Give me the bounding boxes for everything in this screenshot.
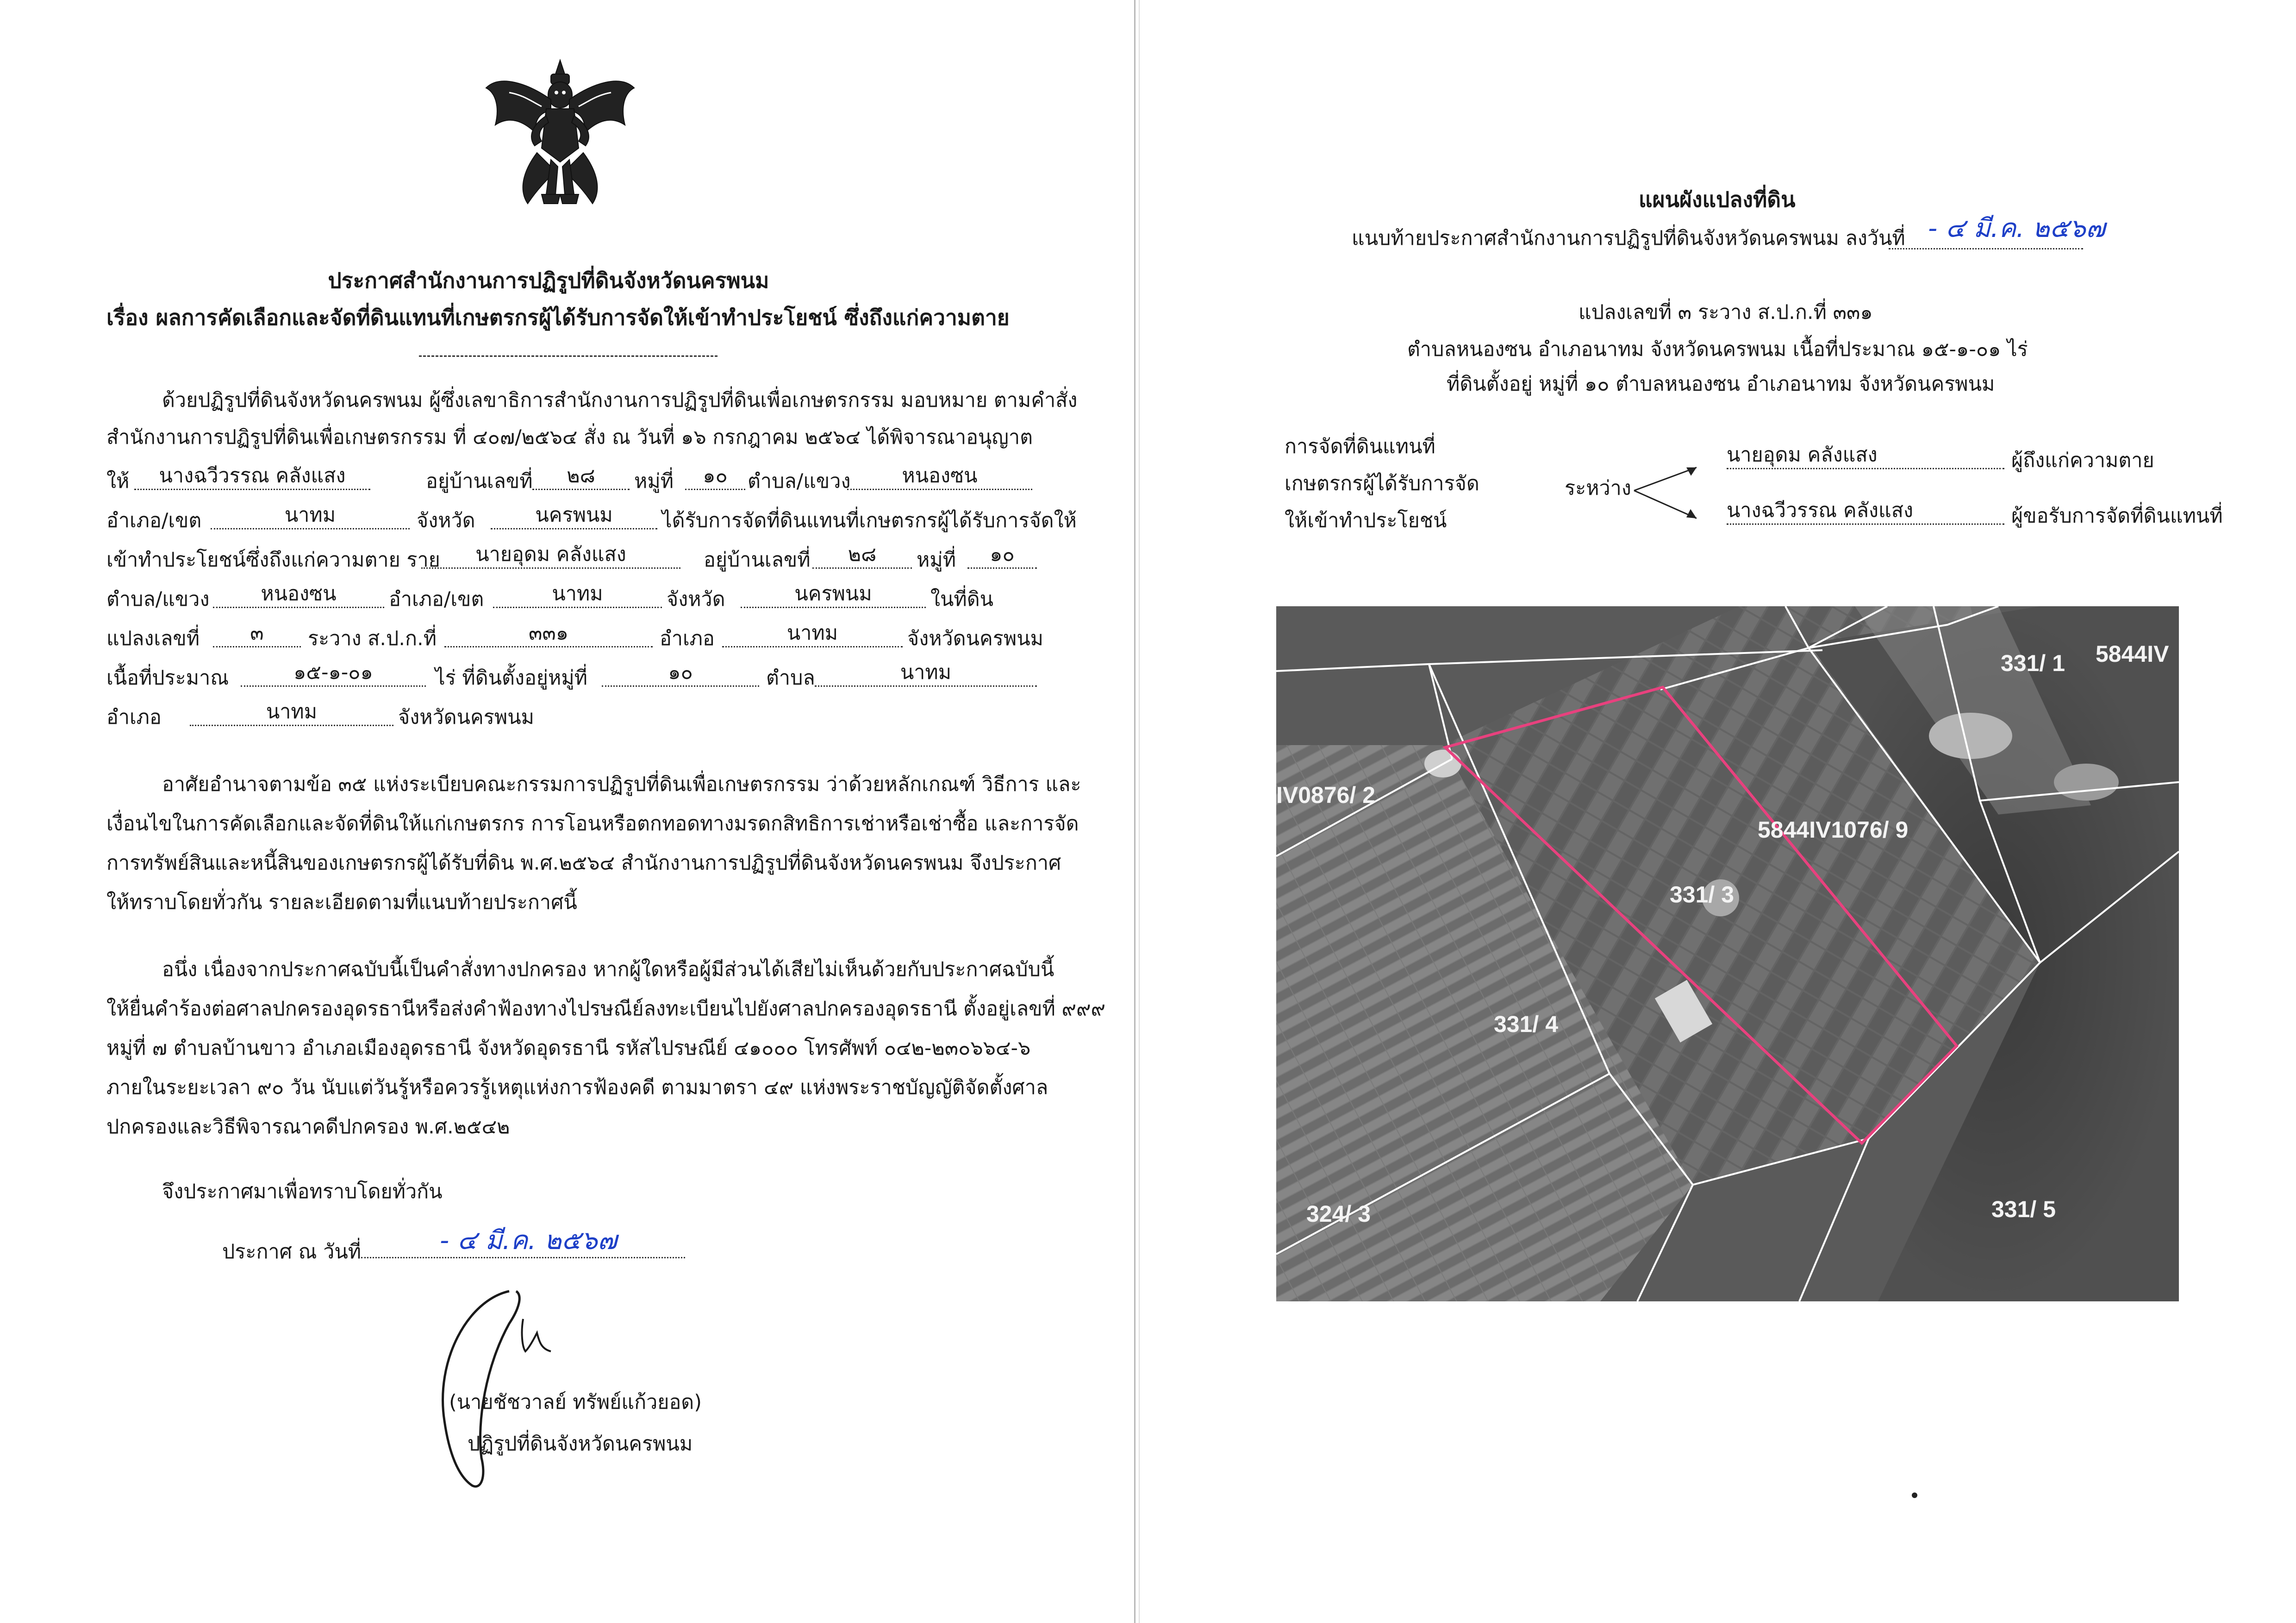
para2-line4: ให้ทราบโดยทั่วกัน รายละเอียดตามที่แนบท้ายประกาศนี้ — [106, 891, 577, 914]
role-deceased: ผู้ถึงแก่ความตาย — [2011, 449, 2154, 472]
allocation-label-3: ให้เข้าทำประโยชน์ — [1285, 509, 1447, 532]
map-label-parcel-left: IV0876/ 2 — [1276, 782, 1376, 808]
person-deceased: นายอุดม คลังแสง — [1727, 442, 2004, 469]
map-label-331-1: 331/ 1 — [2001, 650, 2065, 676]
label-amphoe: อำเภอ/เขต — [106, 509, 202, 532]
map-canvas — [1276, 606, 2179, 1301]
tambon-3: นาทม — [815, 659, 1037, 687]
sheet-no: ๓๓๑ — [444, 620, 653, 647]
area: ๑๕-๑-๐๑ — [241, 659, 426, 687]
para1-line1: ด้วยปฏิรูปที่ดินจังหวัดนครพนม ผู้ซึ่งเลขาธิการสำนักงานการปฏิรูปที่ดินเพื่อเกษตรกรรม มอบหมาย ตามคำสั่ง — [162, 389, 1078, 412]
para2-line3: การทรัพย์สินและหนี้สินของเกษตรกรผู้ได้รับที่ดิน พ.ศ.๒๕๖๔ สำนักงานการปฏิรูปที่ดินจังหวัดนครพนม จึงประกาศ — [106, 852, 1061, 875]
map-label-parcel-tr: 5844IV — [2096, 641, 2169, 667]
para3-line3: หมู่ที่ ๗ ตำบลบ้านขาว อำเภอเมืองอุดรธานี จังหวัดอุดรธานี รหัสไปรษณีย์ ๔๑๐๐๐ โทรศัพท์ ๐๔๒-๒๓๐๖๖๔-๖ — [106, 1037, 1031, 1060]
amphoe: นาทม — [211, 502, 410, 529]
para3-line1: อนึ่ง เนื่องจากประกาศฉบับนี้เป็นคำสั่งทางปกครอง หากผู้ใดหรือผู้มีส่วนได้เสียไม่เห็นด้วยกับประกาศฉบับนี้ — [162, 958, 1054, 981]
situated-line: ที่ดินตั้งอยู่ หมู่ที่ ๑๐ ตำบลหนองซน อำเภอนาทม จังหวัดนครพนม — [1447, 373, 1995, 396]
label-province-2: จังหวัด — [667, 588, 725, 611]
scan-speck — [1912, 1492, 1917, 1498]
label-amphoe-3: อำเภอ — [660, 627, 715, 650]
para2-line1: อาศัยอำนาจตามข้อ ๓๕ แห่งระเบียบคณะกรรมการปฏิรูปที่ดินเพื่อเกษตรกรรม ว่าด้วยหลักเกณฑ์ วิธีการ และ — [162, 773, 1081, 796]
aerial-plot-map — [1276, 606, 2179, 1301]
map-label-main: 331/ 3 — [1670, 882, 1734, 908]
deceased-name: นายอุดม คลังแสง — [421, 541, 680, 569]
map-label-parcel-main: 5844IV1076/ 9 — [1758, 817, 1909, 843]
label-province: จังหวัด — [417, 509, 475, 532]
allocation-label-1: การจัดที่ดินแทนที่ — [1285, 435, 1435, 458]
announcement-title: ประกาศสำนักงานการปฏิรูปที่ดินจังหวัดนครพนม — [328, 268, 769, 293]
label-plot-no: แปลงเลขที่ — [106, 627, 200, 650]
page-divider-shadow — [1139, 0, 1140, 1623]
label-moo: หมู่ที่ — [634, 470, 674, 493]
label-deceased: เข้าทำประโยชน์ซึ่งถึงแก่ความตาย ราย — [106, 548, 440, 572]
para3-line4: ภายในระยะเวลา ๙๐ วัน นับแต่วันรู้หรือควรรู้เหตุแห่งการฟ้องคดี ตามมาตรา ๔๙ แห่งพระราชบัญญัติจัดตั้งศาล — [106, 1076, 1048, 1099]
label-tambon-3: ตำบล — [766, 666, 815, 690]
label-area: เนื้อที่ประมาณ — [106, 666, 229, 690]
label-moo-2: หมู่ที่ — [917, 548, 956, 572]
attached-to: แนบท้ายประกาศสำนักงานการปฏิรูปที่ดินจังหวัดนครพนม ลงวันที่ — [1352, 227, 1905, 250]
label-sheet: ระวาง ส.ป.ก.ที่ — [308, 627, 437, 650]
label-house-no-2: อยู่บ้านเลขที่ — [704, 548, 811, 572]
amphoe-3: นาทม — [722, 620, 903, 647]
garuda-emblem-icon — [481, 56, 639, 222]
allocation-label-2: เกษตรกรผู้ได้รับการจัด — [1285, 472, 1479, 495]
label-give-to: ให้ — [106, 470, 130, 493]
para2-line2: เงื่อนไขในการคัดเลือกและจัดที่ดินให้แก่เกษตรกร การโอนหรือตกทอดทางมรดกสิทธิการเช่าหรือเช่าซื้อ และการจัด — [106, 812, 1079, 835]
label-amphoe-4: อำเภอ — [106, 706, 162, 729]
label-house-no: อยู่บ้านเลขที่ — [426, 470, 533, 493]
label-rai: ไร่ ที่ดินตั้งอยู่หมู่ที่ — [435, 666, 588, 690]
between-label: ระหว่าง — [1565, 477, 1631, 500]
person-applicant: นางฉวีวรรณ คลังแสง — [1727, 497, 2004, 525]
moo: ๑๐ — [685, 463, 745, 490]
label-amphoe-2: อำเภอ/เขต — [389, 588, 484, 611]
moo-2: ๑๐ — [967, 541, 1037, 569]
announced-on-label: ประกาศ ณ วันที่ — [222, 1240, 362, 1263]
plot-no: ๓ — [213, 620, 301, 647]
signer-title: ปฏิรูปที่ดินจังหวัดนครพนม — [468, 1432, 693, 1455]
closing-text: จึงประกาศมาเพื่อทราบโดยทั่วกัน — [162, 1180, 443, 1203]
province: นครพนม — [491, 502, 657, 529]
label-tambon-2: ตำบล/แขวง — [106, 588, 210, 611]
page-divider — [1134, 0, 1136, 1623]
tambon: หนองซน — [847, 463, 1032, 490]
branch-arrows-icon — [1632, 458, 1706, 528]
province-full-2: จังหวัดนครพนม — [398, 706, 534, 729]
location-line: ตำบลหนองซน อำเภอนาทม จังหวัดนครพนม เนื้อที่ประมาณ ๑๕-๑-๐๑ ไร่ — [1407, 338, 2028, 361]
house-no-2: ๒๘ — [812, 541, 912, 569]
para3-line5: ปกครองและวิธีพิจารณาคดีปกครอง พ.ศ.๒๕๔๒ — [106, 1115, 510, 1138]
title-divider — [419, 355, 718, 357]
plot-line: แปลงเลขที่ ๓ ระวาง ส.ป.ก.ที่ ๓๓๑ — [1578, 301, 1873, 324]
map-label-324-3: 324/ 3 — [1306, 1201, 1371, 1227]
received-tail: ได้รับการจัดที่ดินแทนที่เกษตรกรผู้ได้รับการจัดให้ — [662, 509, 1077, 532]
province-2: นครพนม — [741, 581, 926, 608]
applicant-name: นางฉวีวรรณ คลังแสง — [134, 463, 370, 490]
role-applicant: ผู้ขอรับการจัดที่ดินแทนที่ — [2011, 504, 2223, 528]
province-full: จังหวัดนครพนม — [907, 627, 1043, 650]
label-tambon: ตำบล/แขวง — [748, 470, 851, 493]
announced-date: - ๔ มี.ค. ๒๕๖๗ — [440, 1225, 617, 1256]
house-no: ๒๘ — [532, 463, 630, 490]
map-label-331-5: 331/ 5 — [1991, 1196, 2056, 1222]
label-in-land: ในที่ดิน — [930, 588, 994, 611]
para3-line2: ให้ยื่นคำร้องต่อศาลปกครองอุดรธานีหรือส่งคำฟ้องทางไปรษณีย์ลงทะเบียนไปยังศาลปกครองอุดรธานี ตั้งอยู่เลขที่ ๙๙๙ — [106, 997, 1106, 1020]
moo-3: ๑๐ — [602, 659, 759, 687]
tambon-2: หนองซน — [213, 581, 384, 608]
para1-line2: สำนักงานการปฏิรูปที่ดินเพื่อเกษตรกรรม ที่ ๔๐๗/๒๕๖๔ สั่ง ณ วันที่ ๑๖ กรกฎาคม ๒๕๖๔ ได้พิจารณาอนุญาต — [106, 426, 1033, 449]
amphoe-4: นาทม — [190, 699, 393, 726]
amphoe-2: นาทม — [493, 581, 662, 608]
attached-date: - ๔ มี.ค. ๒๕๖๗ — [1928, 213, 2105, 243]
signer-name: (นายชัชวาลย์ ทรัพย์แก้วยอด) — [449, 1391, 702, 1414]
map-label-331-4: 331/ 4 — [1494, 1011, 1559, 1037]
map-title: แผนผังแปลงที่ดิน — [1639, 187, 1796, 212]
announcement-subject: เรื่อง ผลการคัดเลือกและจัดที่ดินแทนที่เกษตรกรผู้ได้รับการจัดให้เข้าทำประโยชน์ ซึ่งถึงแก่ความตาย — [106, 305, 1010, 330]
